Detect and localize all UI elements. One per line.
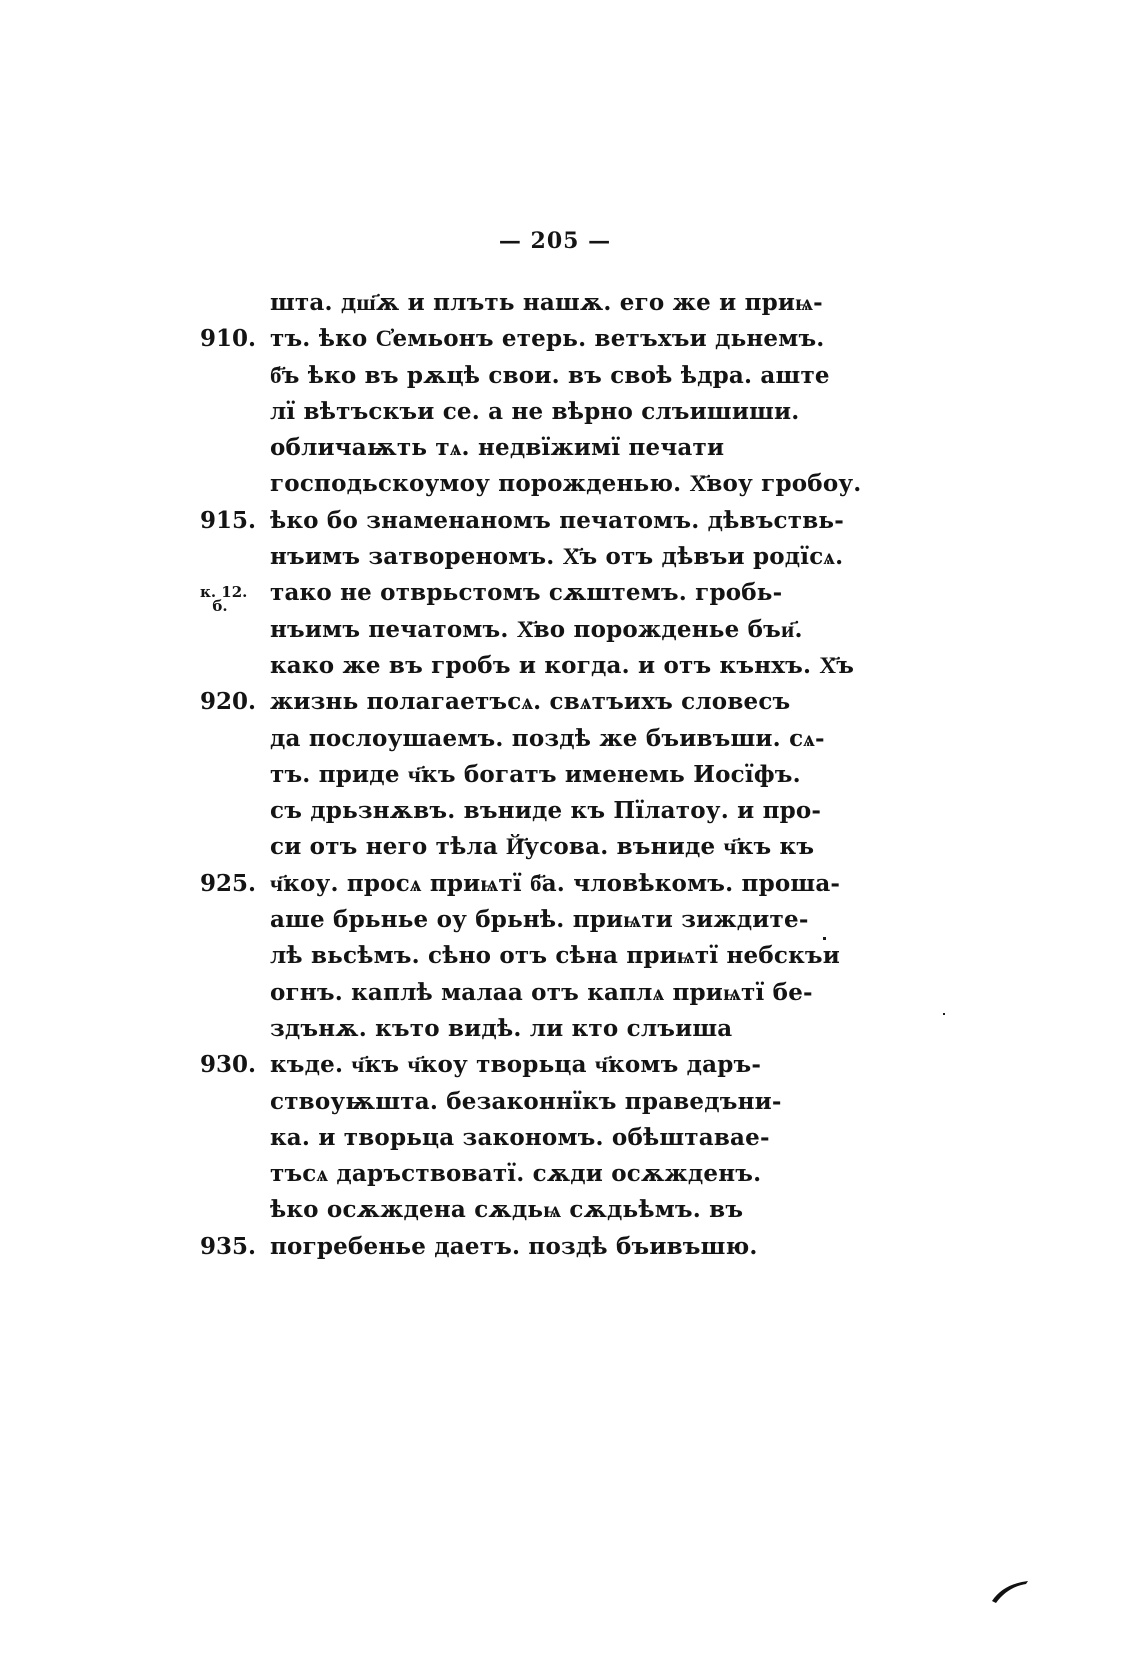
text-line — [0, 757, 1140, 793]
text-block — [0, 285, 1140, 1265]
text-line — [0, 285, 1140, 321]
line-text: тако не отврьстомъ сѫштемъ. гробь- — [270, 579, 783, 607]
text-line — [0, 394, 1140, 430]
text-line — [0, 1120, 1140, 1156]
line-text: си отъ него тѣла Й҃усова. вънидe ч҃къ къ — [270, 833, 815, 861]
page-number: — 205 — — [498, 228, 612, 254]
text-line — [0, 1047, 1140, 1083]
ink-speck — [823, 937, 826, 940]
line-number: 930. — [200, 1051, 257, 1079]
text-line — [0, 612, 1140, 648]
folio-marker — [200, 583, 248, 616]
text-line — [0, 466, 1140, 502]
ink-flourish-icon — [990, 1575, 1040, 1605]
text-line — [0, 975, 1140, 1011]
line-text: тъ. ѣко С҆емьонъ етерь. ветъхъи дьнемъ. — [270, 325, 825, 353]
line-text: обличаѭть тѧ. недвїжимї печати — [270, 434, 725, 462]
line-text: како же въ гробъ и когда. и отъ кънхъ. Х҃ъ — [270, 651, 855, 679]
text-line — [0, 866, 1140, 902]
text-line — [0, 358, 1140, 394]
text-line — [0, 539, 1140, 575]
folio-marker-part: к. 12. — [200, 583, 248, 602]
text-line — [0, 1229, 1140, 1265]
ink-speck — [943, 1013, 945, 1015]
line-text: шта. дш҃ѫ и плъть нашѫ. его же и приѩ- — [270, 289, 823, 316]
text-line — [0, 321, 1140, 357]
line-text: лї вѣтъскъи се. а не вѣрно слъишиши. — [270, 397, 800, 425]
text-line — [0, 430, 1140, 466]
line-text: къде. ч҃къ ч҃коу творьца ч҃комъ даръ- — [270, 1051, 762, 1079]
line-text: тъсѧ даръствоватї. сѫди осѫжденъ. — [270, 1160, 762, 1188]
line-text: тъ. приде ч҃къ богатъ именемь Иосїфъ. — [270, 760, 801, 788]
line-number: 915. — [200, 506, 257, 534]
text-line — [0, 1011, 1140, 1047]
line-text: огнъ. каплѣ малаа отъ каплѧ приѩтї бе- — [270, 978, 813, 1006]
text-line — [0, 902, 1140, 938]
line-text: ѣко бо знаменаномъ печатомъ. дѣвъствь- — [270, 506, 844, 534]
line-text: жизнь полагаетъсѧ. свѧтъихъ словесъ — [270, 688, 791, 716]
text-line — [0, 829, 1140, 865]
line-text: да послоушаемъ. поздѣ же бъивъши. сѧ- — [270, 724, 825, 752]
line-text: нъимъ затвореномъ. Х҃ъ отъ дѣвъи родїсѧ. — [270, 543, 844, 571]
line-number: 920. — [200, 688, 257, 716]
line-text: нъимъ печатомъ. Х҃во порожденье бъи҃. — [270, 615, 803, 643]
line-text: здънѫ. къто видѣ. ли кто слъиша — [270, 1014, 733, 1042]
text-line — [0, 684, 1140, 720]
text-line — [0, 938, 1140, 974]
line-text: господьскоумоу порожденью. Х҃воу гробоу. — [270, 470, 862, 498]
text-line — [0, 1192, 1140, 1228]
line-text: погребенье даетъ. поздѣ бъивъшю. — [270, 1232, 758, 1260]
line-number: 935. — [200, 1232, 257, 1260]
line-text: ѣко осѫждена сѫдьѩ сѫдьѣмъ. въ — [270, 1196, 744, 1224]
line-text: съ дрьзнѫвъ. вънидe къ Пїлатоу. и про- — [270, 797, 822, 825]
text-line — [0, 648, 1140, 684]
line-text: ствоуѭшта. безаконнїкъ праведъни- — [270, 1087, 782, 1115]
text-line — [0, 793, 1140, 829]
line-text: лѣ вьсѣмъ. сѣно отъ сѣна приѩтї небскъи — [270, 942, 841, 970]
line-number: 925. — [200, 869, 257, 897]
line-text: ка. и творьца закономъ. обѣштавае- — [270, 1123, 770, 1151]
line-text: б҃ъ ѣко въ рѫцѣ свои. въ своѣ ѣдра. аште — [270, 361, 830, 389]
line-text: ч҃коу. просѧ приѩтї б҃а. чловѣкомъ. проша- — [270, 869, 841, 897]
text-line — [0, 721, 1140, 757]
text-line — [0, 503, 1140, 539]
text-line — [0, 1156, 1140, 1192]
line-text: аше брьнье оу брьнѣ. приѩти зиждите- — [270, 906, 809, 934]
text-line — [0, 575, 1140, 616]
text-line — [0, 1084, 1140, 1120]
folio-marker-part: б. — [212, 597, 228, 616]
line-number: 910. — [200, 325, 257, 353]
